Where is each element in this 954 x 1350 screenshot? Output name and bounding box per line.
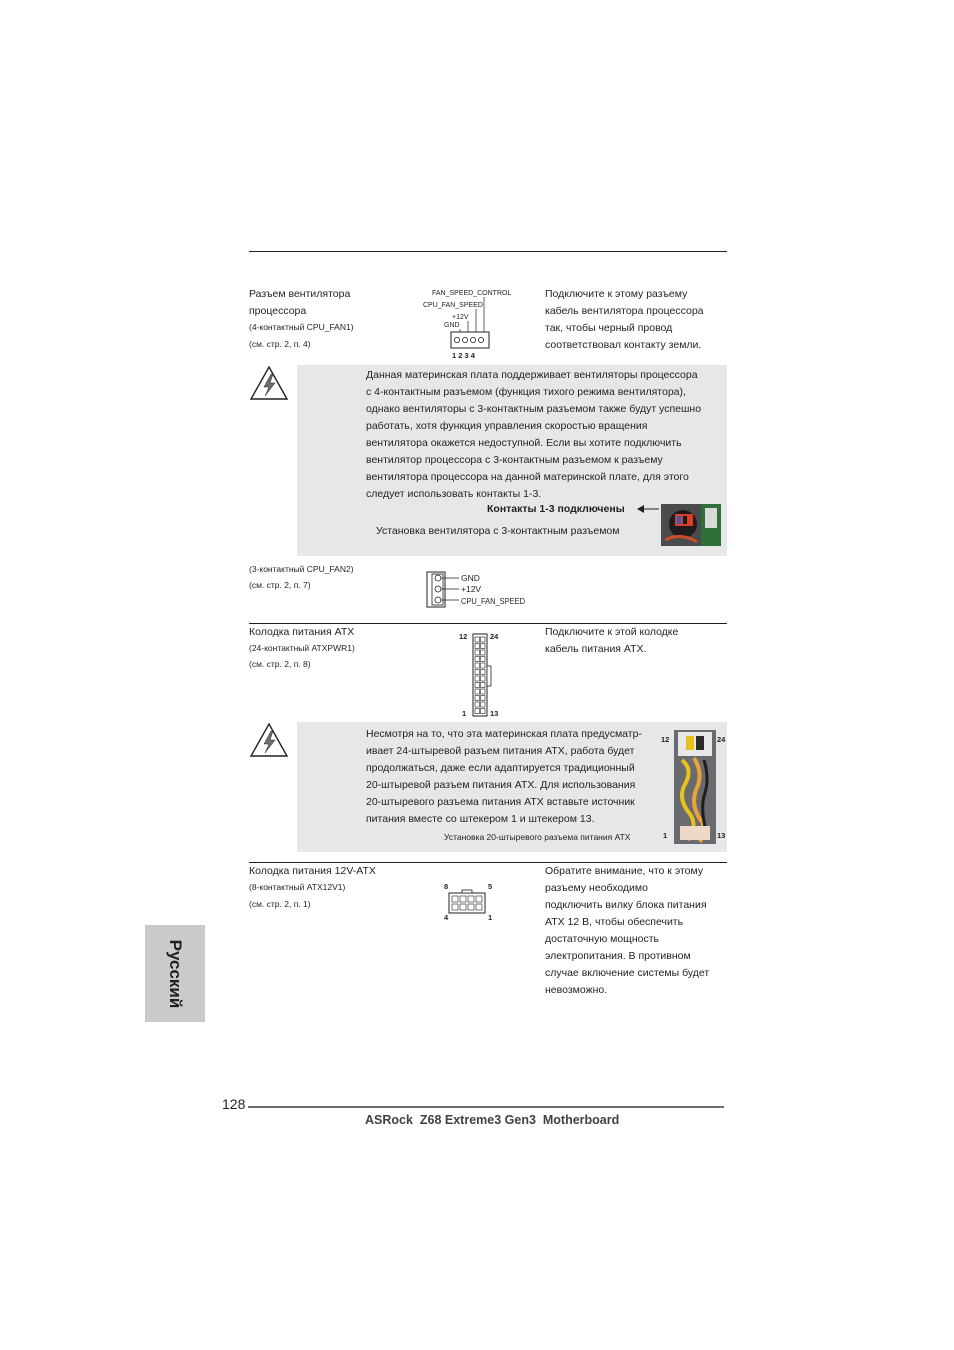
- note-line: вентилятора окажется недоступной. Если вы хотите подключить: [366, 437, 682, 449]
- atx-photo-label-12: 12: [661, 735, 670, 744]
- atx-20pin-photo: [674, 730, 716, 844]
- atx-detail: (24-контактный ATXPWR1): [249, 643, 355, 653]
- cpu-fan1-pin-diagram: [420, 284, 520, 364]
- warning-icon: [249, 365, 289, 401]
- note-line: работать, хотя функция управления скоростью вращения: [366, 420, 648, 432]
- language-tab-label: Русский: [166, 939, 185, 1008]
- cpu-fan1-label: [249, 286, 350, 320]
- pin-label-1: 1: [462, 709, 467, 718]
- desc-line: кабель вентилятора процессора: [545, 305, 704, 317]
- cpu-fan1-ref: (см. стр. 2, п. 4): [249, 339, 311, 349]
- fan-connector-photo: [661, 504, 721, 546]
- note1-text: [366, 367, 701, 503]
- desc-line: так, чтобы черный провод: [545, 322, 673, 334]
- note-line: ивает 24-штыревой разъем питания ATX, работа будет: [366, 745, 635, 757]
- desc-line: разъему необходимо: [545, 882, 648, 894]
- cpu-fan1-description: [545, 286, 704, 354]
- note2-caption: Установка 20-штыревого разъема питания ATX: [444, 832, 631, 842]
- atx-label: Колодка питания ATX: [249, 626, 355, 638]
- pin-numbers: 1 2 3 4: [452, 351, 475, 360]
- atx-ref: (см. стр. 2, п. 8): [249, 659, 311, 669]
- note-line: 20-штыревой разъем питания ATX. Для использования: [366, 779, 636, 791]
- note1-caption: Установка вентилятора с 3-контактным разъемом: [376, 525, 620, 537]
- atx-photo-label-1: 1: [663, 831, 668, 840]
- note-line: вентилятор процессора с 3-контактным разъемом к разъему: [366, 454, 663, 466]
- cpu-fan1-label-line1: Разъем вентилятора: [249, 288, 351, 300]
- pin-label-8: 8: [444, 882, 449, 891]
- pin-label-gnd: GND: [461, 573, 480, 583]
- note-line: продолжаться, даже если адаптируется традиционный: [366, 762, 635, 774]
- note-line: Данная материнская плата поддерживает вентиляторы процессора: [366, 369, 698, 381]
- pin-label-5: 5: [488, 882, 493, 891]
- footer-rule: [248, 1106, 724, 1108]
- atx12v-description: [545, 863, 709, 999]
- desc-line: Подключите к этому разъему: [545, 288, 688, 300]
- cpu-fan2-detail: (3-контактный CPU_FAN2): [249, 564, 354, 574]
- atx12v-8pin-diagram: [438, 880, 500, 924]
- cpu-fan2-pin-diagram: [426, 570, 530, 610]
- atx-description: [545, 624, 678, 658]
- pin-label-1: 1: [488, 913, 493, 922]
- note1-bold-label: Контакты 1-3 подключены: [487, 503, 625, 515]
- cpu-fan1-detail: (4-контактный CPU_FAN1): [249, 322, 354, 332]
- pin-label-4: 4: [444, 913, 449, 922]
- note-line: вентилятора процессора на данной материнской плате, для этого: [366, 471, 689, 483]
- pin-label-12v: +12V: [461, 584, 482, 594]
- desc-line: подключить вилку блока питания: [545, 899, 707, 911]
- footer-product: ASRock Z68 Extreme3 Gen3 Motherboard: [365, 1113, 620, 1127]
- desc-line: Обратите внимание, что к этому: [545, 865, 704, 877]
- language-tab: [145, 925, 205, 1022]
- desc-line: достаточную мощность: [545, 933, 659, 945]
- pin-label-gnd: GND: [444, 322, 460, 329]
- top-rule: [249, 251, 727, 252]
- pin-label-fan-speed-control: FAN_SPEED_CONTROL: [432, 290, 512, 297]
- atx12v-detail: (8-контактный ATX12V1): [249, 882, 346, 892]
- pin-label-12: 12: [459, 632, 468, 641]
- desc-line: ATX 12 В, чтобы обеспечить: [545, 916, 684, 928]
- arrow-left-icon: [637, 503, 659, 515]
- note-line: 20-штыревого разъема питания ATX вставьте источник: [366, 796, 635, 808]
- note-line: Несмотря на то, что эта материнская плата предусматр-: [366, 728, 642, 740]
- atx-photo-label-24: 24: [717, 735, 726, 744]
- desc-line: Подключите к этой колодке: [545, 626, 679, 638]
- atx12v-label: Колодка питания 12V-ATX: [249, 865, 376, 877]
- pin-label-13: 13: [490, 709, 499, 718]
- atx-photo-label-13: 13: [717, 831, 726, 840]
- pin-label-12v: +12V: [452, 314, 469, 321]
- note-line: питания вместе со штекером 1 и штекером 13.: [366, 813, 595, 825]
- note-line: однако вентиляторы с 3-контактным разъемом также будут успешно: [366, 403, 702, 415]
- warning-icon: [249, 722, 289, 758]
- note-line: следует использовать контакты 1-3.: [366, 488, 542, 500]
- cpu-fan2-ref: (см. стр. 2, п. 7): [249, 580, 311, 590]
- pin-label-24: 24: [490, 632, 499, 641]
- page-number: 128: [222, 1096, 246, 1112]
- note2-text: [366, 726, 642, 828]
- note-line: с 4-контактным разъемом (функция тихого режима вентилятора),: [366, 386, 686, 398]
- atx12v-ref: (см. стр. 2, п. 1): [249, 899, 311, 909]
- desc-line: случае включение системы будет: [545, 967, 710, 979]
- desc-line: соответствовал контакту земли.: [545, 339, 702, 351]
- atx-24pin-diagram: [455, 628, 507, 722]
- pin-label-cpu-fan-speed: CPU_FAN_SPEED: [423, 302, 483, 309]
- cpu-fan1-label-line2: процессора: [249, 305, 307, 317]
- desc-line: электропитания. В противном: [545, 950, 691, 962]
- desc-line: кабель питания ATX.: [545, 643, 647, 655]
- desc-line: невозможно.: [545, 984, 608, 996]
- pin-label-cpu-fan-speed: CPU_FAN_SPEED: [461, 596, 525, 606]
